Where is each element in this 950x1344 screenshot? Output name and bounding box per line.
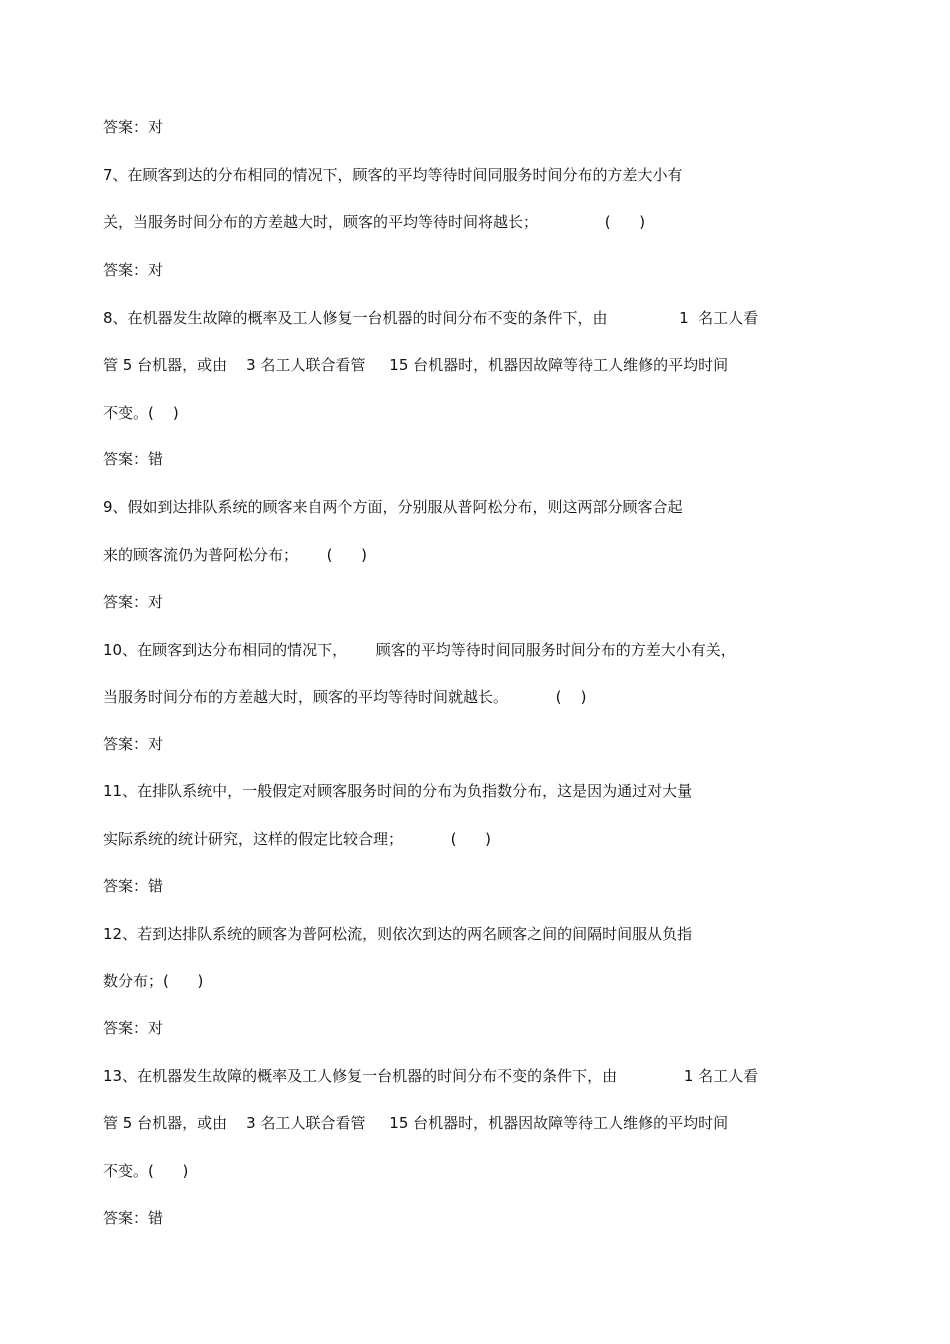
question-11-line-1: 11、在排队系统中，一般假定对顾客服务时间的分布为负指数分布，这是因为通过对大量: [103, 782, 693, 800]
answer-line: 答案：对: [103, 1019, 164, 1037]
answer-line: 答案：对: [103, 593, 164, 611]
question-12-line-1: 12、若到达排队系统的顾客为普阿松流，则依次到达的两名顾客之间的间隔时间服从负指: [103, 925, 693, 943]
question-10-line-1: 10、在顾客到达分布相同的情况下， 顾客的平均等待时间同服务时间分布的方差大小有关，: [103, 641, 736, 659]
question-9-line-1: 9、假如到达排队系统的顾客来自两个方面，分别服从普阿松分布，则这两部分顾客合起: [103, 498, 683, 516]
answer-line: 答案：错: [103, 1209, 164, 1227]
question-12-line-2: 数分布；( ): [103, 972, 204, 990]
question-8-line-3: 不变。( ): [103, 404, 179, 422]
answer-line: 答案：错: [103, 450, 164, 468]
question-8-line-1: 8、在机器发生故障的概率及工人修复一台机器的时间分布不变的条件下，由 1 名工人看: [103, 309, 759, 327]
question-7-line-2: 关，当服务时间分布的方差越大时，顾客的平均等待时间将越长； ( ): [103, 213, 646, 231]
question-10-line-2: 当服务时间分布的方差越大时，顾客的平均等待时间就越长。 ( ): [103, 688, 587, 706]
question-9-line-2: 来的顾客流仍为普阿松分布； ( ): [103, 546, 367, 564]
question-11-line-2: 实际系统的统计研究，这样的假定比较合理； ( ): [103, 830, 491, 848]
question-7-line-1: 7、在顾客到达的分布相同的情况下，顾客的平均等待时间同服务时间分布的方差大小有: [103, 166, 683, 184]
answer-line: 答案：对: [103, 735, 164, 753]
answer-line: 答案：错: [103, 877, 164, 895]
question-8-line-2: 管 5 台机器，或由 3 名工人联合看管 15 台机器时，机器因故障等待工人维修的平均时间: [103, 356, 729, 374]
question-13-line-1: 13、在机器发生故障的概率及工人修复一台机器的时间分布不变的条件下，由 1 名工人看: [103, 1067, 759, 1085]
answer-line: 答案：对: [103, 261, 164, 279]
question-13-line-3: 不变。( ): [103, 1162, 189, 1180]
answer-line: 答案：对: [103, 118, 164, 136]
question-13-line-2: 管 5 台机器，或由 3 名工人联合看管 15 台机器时，机器因故障等待工人维修的平均时间: [103, 1114, 729, 1132]
